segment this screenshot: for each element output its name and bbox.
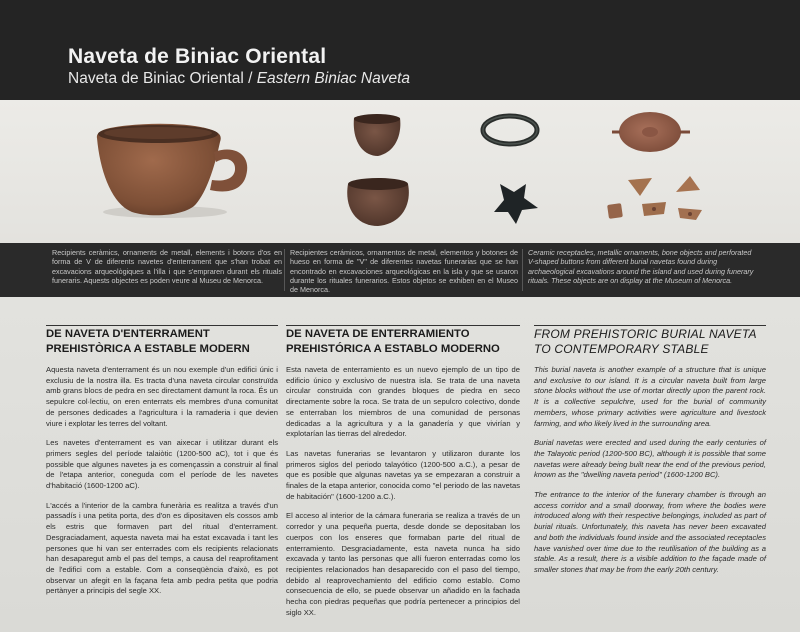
bone-disc	[612, 112, 690, 152]
paragraph: The entrance to the interior of the funerary chamber is through an access corridor and a small doorway, from where the bodies were introduced along with their respective belongings, included as part of burial rituals. Unfortunately, this naveta has never been excavated and both the individuals found inside and the associated receptacles have vanished over time due to the reutilisation of the building as a stable. As a result, there is a visible addition to the façade made of smaller stones that may be from the early 20th century.	[534, 490, 766, 574]
paragraph: Aquesta naveta d'enterrament és un nou exemple d'un edifici únic i exclusiu de la nostra illa. Es tracta d'una naveta circular construïda amb grans blocs de pedra en sec directament damunt la roca. És un sepulcre col·lectiu, on eren enterrats els membres d'una comunitat de persones dedicades a l'agricultura i la ramaderia i que devien viure i explotar les terres del voltant.	[46, 365, 278, 428]
column-heading: DE NAVETA DE ENTERRAMIENTO PREHISTÓRICA A ESTABLO MODERNO	[286, 328, 500, 355]
text-body	[0, 297, 800, 632]
column-heading: DE NAVETA D'ENTERRAMENT PREHISTÒRICA A ESTABLE MODERN	[46, 328, 250, 355]
metal-torc	[483, 116, 537, 144]
artifacts-illustration	[0, 100, 800, 243]
paragraph: Burial navetas were erected and used during the early centuries of the Talayotic period (1200-500 BC), although it is possible that some navetas were already being built near the end of the previous period, known as the "dwelling naveta period" (1600-1200 BC).	[534, 438, 766, 480]
ceramic-bowl-small	[354, 114, 401, 156]
page-title: Naveta de Biniac Oriental	[68, 45, 327, 68]
caption-english: Ceramic receptacles, metallic ornaments, bone objects and perforated V-shaped buttons from different burial navetas found during archaeological excavations around the island and used during funerary rituals. These objects are on display at the Museum of Menorca.	[528, 248, 754, 285]
column-english	[534, 327, 766, 585]
caption-divider	[522, 249, 523, 291]
v-shaped-buttons	[607, 176, 702, 220]
caption-band	[0, 243, 800, 297]
column-catalan	[46, 327, 278, 606]
ceramic-pot	[347, 178, 409, 226]
paragraph: This burial naveta is another example of a structure that is unique and exclusive to our island. It is a circular naveta built from large stone blocks without the use of mortar directly upon the parent rock. It is a collective sepulchre, used for the burial of community members, whose primary activities were agriculture and livestock farming, and who likely lived in the surrounding area.	[534, 365, 766, 428]
artifacts-photo	[0, 100, 800, 243]
heading-rule	[286, 325, 520, 326]
ceramic-cup	[97, 124, 247, 218]
caption-catalan: Recipients ceràmics, ornaments de metall, elements i botons d'os en forma de V de diferents navetes d'enterrament que s'han trobat en excavacions arqueològiques a l'illa i que s'empraren durant els rituals funeraris. Aquests objectes es poden veure al Museu de Menorca.	[52, 248, 282, 285]
caption-spanish: Recipientes cerámicos, ornamentos de metal, elementos y botones de hueso en forma de "V" de diferentes navetas funerarias que se han encontrado en excavaciones arqueológicas en la isla y que se usaron durante los rituales funerarios. Estos objetos se exhiben en el Museo de Menorca.	[290, 248, 518, 295]
paragraph: Las navetas funerarias se levantaron y utilizaron durante los primeros siglos del periodo talayótico (1200-500 a.C.), a pesar de que es posible que algunas navetas ya se empezaran a construir a finales de la etapa anterior, conocida como "el periodo de las navetas de habitación" (1600-1200 a.C.).	[286, 448, 520, 501]
paragraph: Les navetes d'enterrament es van aixecar i utilitzar durant els primers segles del període talaiòtic (1200-500 aC), tot i que és possible que algunes navetes ja es començassin a construir al final de l'etapa anterior, coneguda com el període de les navetes d'habitació (1600-1200 aC).	[46, 438, 278, 491]
column-heading: FROM PREHISTORIC BURIAL NAVETA TO CONTEMPORARY STABLE	[534, 327, 757, 356]
subtitle-en: Eastern Biniac Naveta	[256, 70, 411, 87]
column-spanish	[286, 327, 520, 627]
paragraph: El acceso al interior de la cámara funeraria se realiza a través de un corredor y una pequeña puerta, desde donde se depositaban los cuerpos con los enseres que formaban parte del ritual de enterramiento. Desgraciadamente, esta naveta nunca ha sido excavada y tanto las personas que allí fueron enterradas como los recipientes relacionados han desaparecido con el paso del tiempo, debido al reaprovechamiento del edificio como establo. Como consecuencia de ello, se puede observar un añadido en la fachada hecha con piedras pequeñas que podría pertenecer a principios del siglo XX.	[286, 511, 520, 617]
page-subtitle	[68, 70, 410, 88]
heading-rule	[46, 325, 278, 326]
paragraph: Esta naveta de enterramiento es un nuevo ejemplo de un tipo de edificio único y exclusivo de nuestra isla. Se trata de una naveta circular construida con grandes bloques de piedra en seco directamente sobre la roca. Se trata de un sepulcro colectivo, donde se enterraban los miembros de una comunidad de personas dedicadas a la agricultura y a la ganadería y que vivirían y explotarían las tierras del alrededor.	[286, 365, 520, 439]
heading-rule	[534, 325, 766, 326]
header-band	[0, 0, 800, 100]
caption-divider	[284, 249, 285, 291]
paragraph: L'accés a l'interior de la cambra funerària es realitza a través d'un passadís i una petita porta, des d'on es dipositaven els cossos amb els estris que formaven part del ritual d'enterrament. Desgraciadament, aquesta naveta mai ha estat excavada i tant les persones que hi van ser enterrades com els recipients relacionats han desaparegut amb el pas del temps, a causa del reaprofitament de l'edifici com a estable. Com a conseqüència d'això, es pot observar un afegit en la façana feta amb pedra petita que podria pertànyer a principis del segle XX.	[46, 500, 278, 596]
metal-ornament	[494, 184, 538, 224]
subtitle-ca-es: Naveta de Biniac Oriental /	[68, 70, 257, 87]
